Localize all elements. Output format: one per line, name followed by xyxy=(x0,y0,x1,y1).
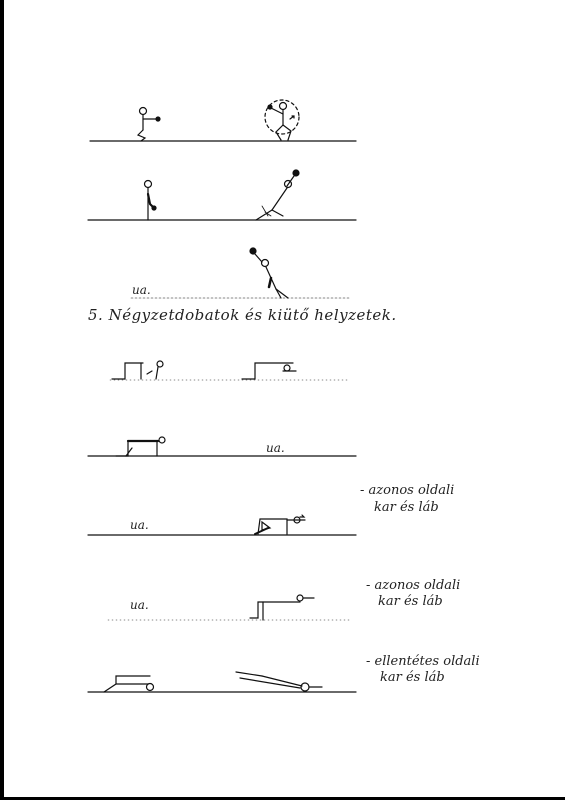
note-3-line-2: kar és láb xyxy=(380,670,445,685)
stick-figure-arm-leg-raise xyxy=(250,595,314,620)
stick-figure-squat-arm-forward xyxy=(138,108,160,142)
ua-label: ua. xyxy=(132,283,151,297)
stick-figure-step-lying xyxy=(242,363,296,379)
section-heading: 5. Négyzetdobatok és kiütő helyzetek. xyxy=(88,306,397,324)
note-2-line-1: - azonos oldali xyxy=(366,578,461,593)
stick-figure-lying-1 xyxy=(104,676,154,692)
note-3-line-1: - ellentétes oldali xyxy=(366,654,480,669)
stick-figure-lying-2 xyxy=(236,672,322,691)
ua-label: ua. xyxy=(130,518,149,532)
stick-figure-back-lean xyxy=(250,248,288,298)
stick-figure-step-hold xyxy=(112,361,163,379)
note-1-line-1: - azonos oldali xyxy=(360,483,455,498)
ua-label: ua. xyxy=(266,441,285,455)
stick-figure-standing xyxy=(145,181,157,221)
ua-label: ua. xyxy=(130,598,149,612)
note-1-line-2: kar és láb xyxy=(374,500,439,515)
stick-figure-box-kneel xyxy=(255,515,305,534)
stick-figure-leaning-lunge xyxy=(256,170,299,220)
stick-figure-arm-circle xyxy=(265,100,299,140)
stick-figure-box-plank xyxy=(116,437,165,456)
note-2-line-2: kar és láb xyxy=(378,594,443,609)
